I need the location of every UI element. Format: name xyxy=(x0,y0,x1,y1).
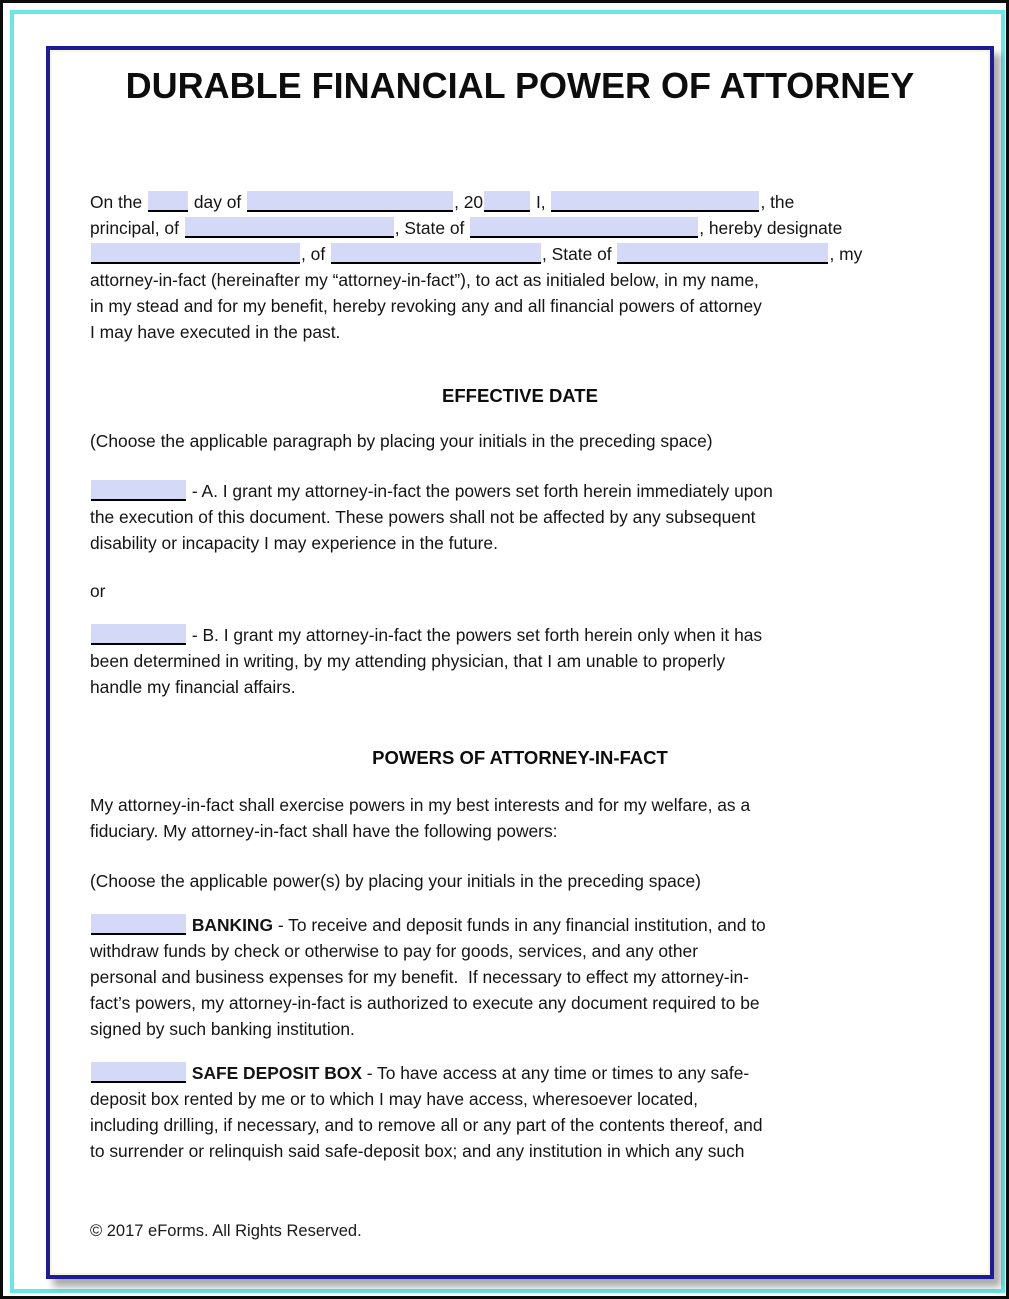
text-run: principal, of xyxy=(90,218,184,238)
text-run: , my xyxy=(829,244,863,264)
form-blank-field[interactable] xyxy=(484,191,530,212)
text-run: - A. I grant my attorney-in-fact the powers set forth herein immediately upon xyxy=(187,481,773,501)
text-run: fiduciary. My attorney-in-fact shall have the following powers: xyxy=(90,821,558,841)
text-run: , State of xyxy=(394,218,470,238)
text-run: , 20 xyxy=(454,192,484,212)
text-run: day of xyxy=(189,192,247,212)
text-run: I, xyxy=(531,192,551,212)
text-run: , of xyxy=(301,244,330,264)
text-run: , the xyxy=(760,192,795,212)
copyright-footer: © 2017 eForms. All Rights Reserved. xyxy=(90,1222,362,1240)
text-run: - B. I grant my attorney-in-fact the powers set forth herein only when it has xyxy=(187,625,763,645)
text-run: My attorney-in-fact shall exercise powers in my best interests and for my welfare, as a xyxy=(90,795,751,815)
safe-deposit-box-paragraph xyxy=(90,1060,950,1164)
effective-date-heading: EFFECTIVE DATE xyxy=(442,385,598,406)
text-run: fact’s powers, my attorney-in-fact is authorized to execute any document required to be xyxy=(90,993,760,1013)
text-run: been determined in writing, by my attending physician, that I am unable to properly xyxy=(90,651,726,671)
text-run: attorney-in-fact (hereinafter my “attorney-in-fact”), to act as initialed below, in my name, xyxy=(90,270,759,290)
form-blank-field[interactable] xyxy=(247,191,453,212)
effective-date-instruction: (Choose the applicable paragraph by placing your initials in the preceding space) xyxy=(90,431,713,451)
text-run: handle my financial affairs. xyxy=(90,677,296,697)
powers-intro-paragraph xyxy=(90,792,950,844)
form-blank-field[interactable] xyxy=(617,243,828,264)
banking-paragraph xyxy=(90,912,950,1042)
decorative-outer-frame xyxy=(10,10,1005,1293)
option-a-paragraph xyxy=(90,478,950,556)
text-run: deposit box rented by me or to which I may have access, wheresoever located, xyxy=(90,1089,699,1109)
text-run: signed by such banking institution. xyxy=(90,1019,355,1039)
text-run: personal and business expenses for my benefit. If necessary to effect my attorney-in- xyxy=(90,967,749,987)
form-blank-field[interactable] xyxy=(91,243,300,264)
text-run: in my stead and for my benefit, hereby revoking any and all financial powers of attorney xyxy=(90,296,762,316)
document-sheet xyxy=(46,46,994,1279)
text-run: disability or incapacity I may experience in the future. xyxy=(90,533,498,553)
text-run: the execution of this document. These powers shall not be affected by any subsequent xyxy=(90,507,756,527)
form-blank-field[interactable] xyxy=(91,1062,186,1083)
powers-instruction: (Choose the applicable power(s) by placing your initials in the preceding space) xyxy=(90,871,701,891)
form-blank-field[interactable] xyxy=(551,191,759,212)
text-run: I may have executed in the past. xyxy=(90,322,341,342)
opening-paragraph xyxy=(90,189,950,345)
text-run: to surrender or relinquish said safe-deposit box; and any institution in which any such xyxy=(90,1141,745,1161)
text-run: including drilling, if necessary, and to remove all or any part of the contents thereof, and xyxy=(90,1115,763,1135)
or-label: or xyxy=(90,581,106,601)
text-run: , State of xyxy=(542,244,617,264)
text-run: - To receive and deposit funds in any financial institution, and to xyxy=(273,915,766,935)
option-b-paragraph xyxy=(90,622,950,700)
form-blank-field[interactable] xyxy=(91,914,186,935)
text-run: , hereby designate xyxy=(699,218,843,238)
powers-heading: POWERS OF ATTORNEY-IN-FACT xyxy=(372,747,668,768)
document-title: DURABLE FINANCIAL POWER OF ATTORNEY xyxy=(125,65,915,106)
form-blank-field[interactable] xyxy=(185,217,394,238)
form-blank-field[interactable] xyxy=(331,243,541,264)
power-label: BANKING xyxy=(191,915,273,935)
form-blank-field[interactable] xyxy=(91,624,186,645)
form-blank-field[interactable] xyxy=(148,191,188,212)
form-blank-field[interactable] xyxy=(91,480,186,501)
text-run: On the xyxy=(90,192,148,212)
form-blank-field[interactable] xyxy=(470,217,698,238)
text-run: - To have access at any time or times to any safe- xyxy=(361,1063,750,1083)
text-run: withdraw funds by check or otherwise to pay for goods, services, and any other xyxy=(90,941,699,961)
power-label: SAFE DEPOSIT BOX xyxy=(191,1063,362,1083)
